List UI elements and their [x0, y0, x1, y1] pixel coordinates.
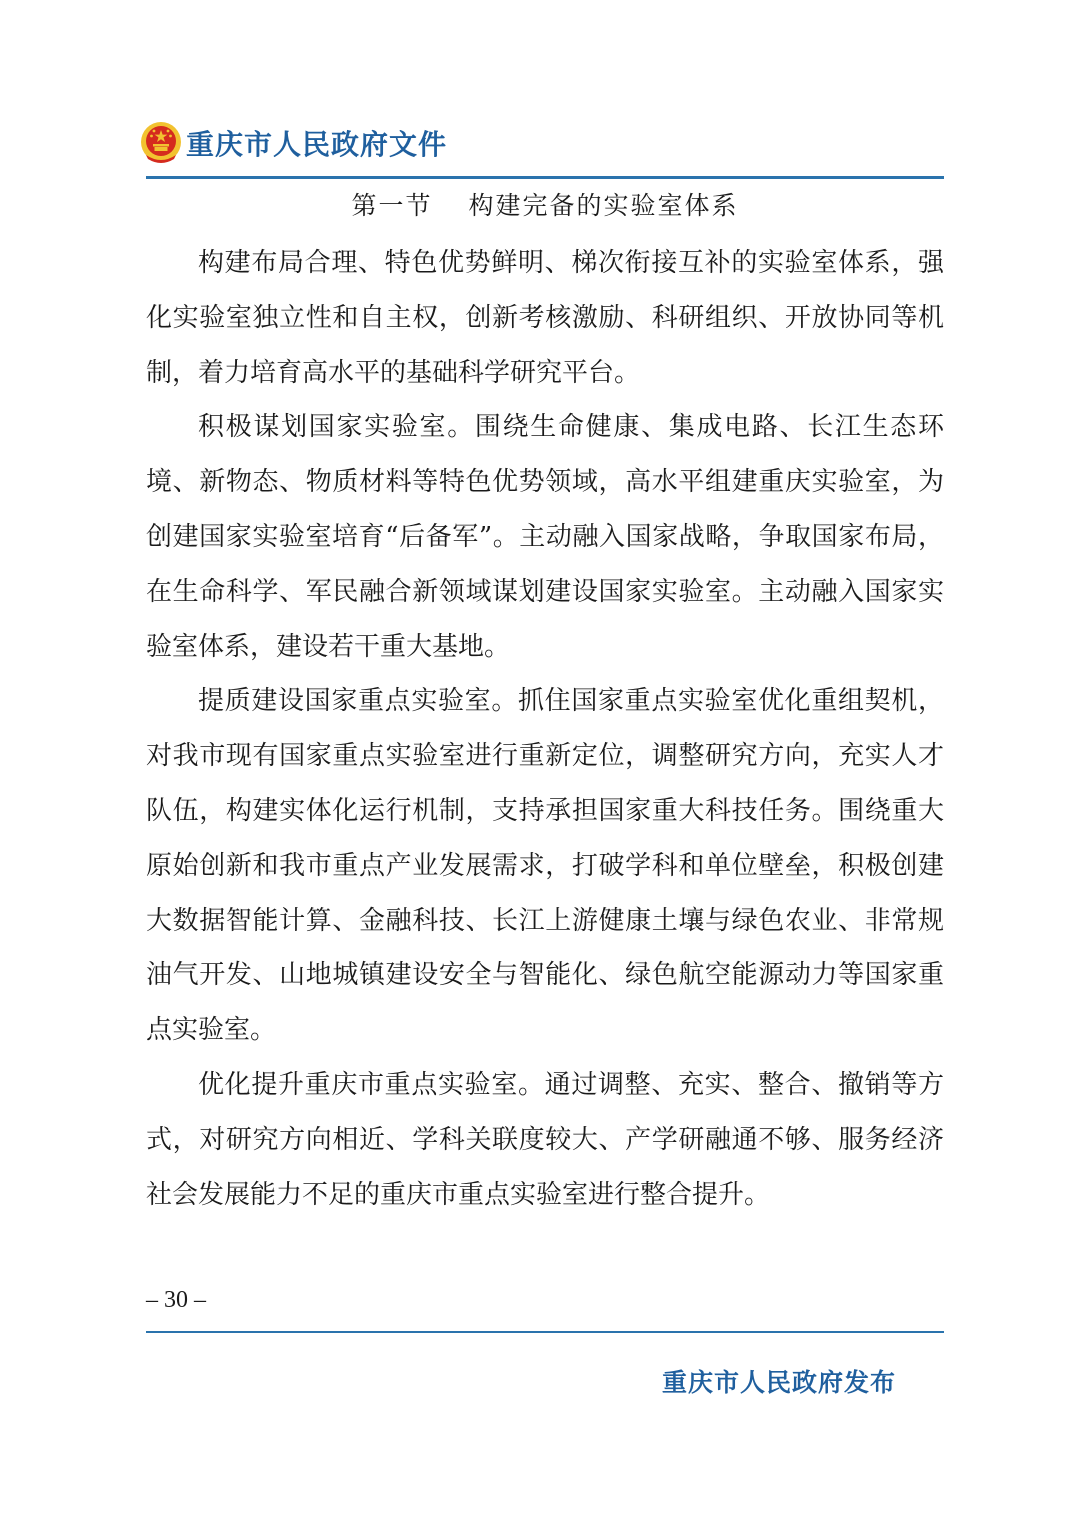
body-text — [146, 236, 944, 1222]
national-emblem-icon — [140, 121, 182, 165]
paragraph: 积极谋划国家实验室。围绕生命健康、集成电路、长江生态环境、新物态、物质材料等特色优势领域，高水平组建重庆实验室，为创建国家实验室培育“后备军”。主动融入国家战略，争取国家布局，在生命科学、军民融合新领域谋划建设国家实验室。主动融入国家实验室体系，建设若干重大基地。 — [146, 412, 944, 662]
footer-divider — [146, 1331, 944, 1333]
section-number: 第一节 — [351, 191, 433, 220]
footer-publisher: 重庆市人民政府发布 — [662, 1368, 897, 1397]
section-title: 构建完备的实验室体系 — [468, 191, 739, 220]
header-title: 重庆市人民政府文件 — [186, 128, 448, 161]
document-header — [140, 118, 447, 168]
paragraph: 构建布局合理、特色优势鲜明、梯次衔接互补的实验室体系，强化实验室独立性和自主权，创新考核激励、科研组织、开放协同等机制，着力培育高水平的基础科学研究平台。 — [146, 248, 944, 388]
header-divider — [146, 176, 944, 179]
page-number: – 30 – — [146, 1287, 206, 1313]
paragraph: 优化提升重庆市重点实验室。通过调整、充实、整合、撤销等方式，对研究方向相近、学科关联度较大、产学研融通不够、服务经济社会发展能力不足的重庆市重点实验室进行整合提升。 — [146, 1069, 944, 1210]
paragraph: 提质建设国家重点实验室。抓住国家重点实验室优化重组契机，对我市现有国家重点实验室进行重新定位，调整研究方向，充实人才队伍，构建实体化运行机制，支持承担国家重大科技任务。围绕重大原始创新和我市重点产业发展需求，打破学科和单位壁垒，积极创建大数据智能计算、金融科技、长江上游健康土壤与绿色农业、非常规油气开发、山地城镇建设安全与智能化、绿色航空能源动力等国家重点实验室。 — [146, 686, 944, 1046]
section-heading — [146, 186, 944, 222]
